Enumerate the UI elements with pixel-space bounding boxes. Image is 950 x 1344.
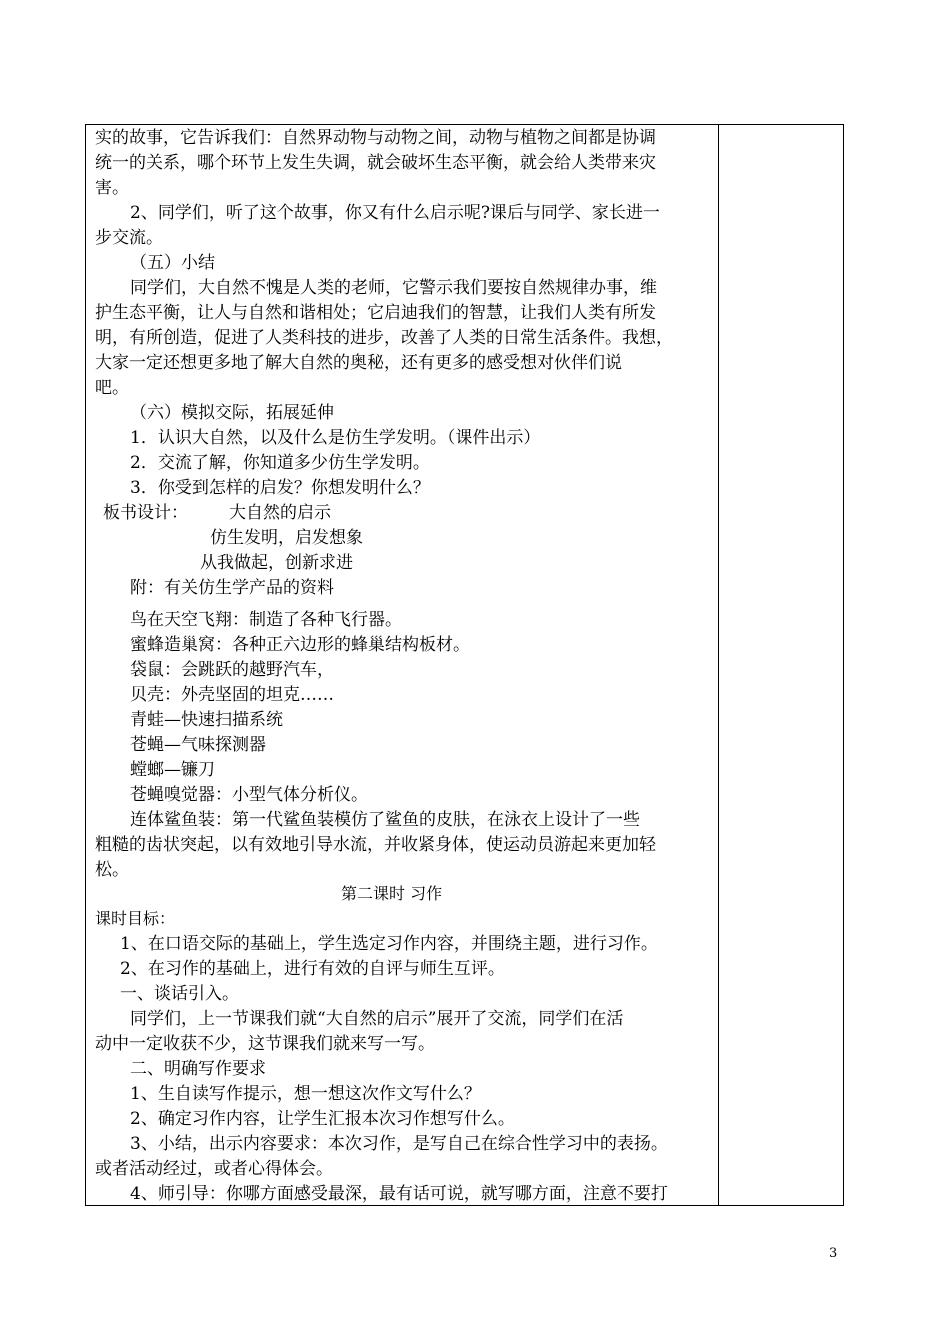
text-line: 大家一定还想更多地了解大自然的奥秘，还有更多的感受想对伙伴们说 <box>95 353 622 373</box>
board-design-label: 板书设计： <box>103 503 188 523</box>
board-design-line: 仿生发明，启发想象 <box>210 528 363 548</box>
text-line: 吧。 <box>95 378 129 398</box>
text-line: 粗糙的齿状突起，以有效地引导水流，并收紧身体，使运动员游起来更加轻 <box>95 835 656 855</box>
text-line: 连体鲨鱼装：第一代鲨鱼装模仿了鲨鱼的皮肤，在泳衣上设计了一些 <box>130 810 640 830</box>
text-line: 鸟在天空飞翔：制造了各种飞行器。 <box>130 610 402 630</box>
text-line: 同学们，上一节课我们就“大自然的启示”展开了交流，同学们在活 <box>130 1009 624 1029</box>
text-line: 或者活动经过，或者心得体会。 <box>95 1159 333 1179</box>
text-line: 明，有所创造，促进了人类科技的进步，改善了人类的日常生活条件。我想， <box>95 328 673 348</box>
text-line: 4、师引导：你哪方面感受最深，最有话可说，就写哪方面，注意不要打 <box>130 1184 668 1204</box>
text-line: 蜜蜂造巢窝：各种正六边形的蜂巢结构板材。 <box>130 635 470 655</box>
text-line: 1、生自读写作提示，想一想这次作文写什么？ <box>130 1084 481 1104</box>
text-line: 2、同学们，听了这个故事，你又有什么启示呢?课后与同学、家长进一 <box>130 203 660 223</box>
text-line: 3．你受到怎样的启发？你想发明什么？ <box>130 478 430 498</box>
text-line: 实的故事，它告诉我们：自然界动物与动物之间，动物与植物之间都是协调 <box>95 128 656 148</box>
text-line: 3、小结，出示内容要求：本次习作，是写自己在综合性学习中的表扬。 <box>130 1134 668 1154</box>
text-line: 袋鼠：会跳跃的越野汽车， <box>130 660 334 680</box>
text-line: 统一的关系，哪个环节上发生失调，就会破坏生态平衡，就会给人类带来灾 <box>95 153 656 173</box>
text-line: 2、在习作的基础上，进行有效的自评与师生互评。 <box>120 959 505 979</box>
section-heading: 一、谈话引入。 <box>120 984 239 1004</box>
text-line: 苍蝇嗅觉器：小型气体分析仪。 <box>130 785 368 805</box>
column-divider <box>718 125 719 1205</box>
text-line: 1．认识大自然，以及什么是仿生学发明。（课件出示） <box>130 428 541 448</box>
text-line: 2．交流了解，你知道多少仿生学发明。 <box>130 453 430 473</box>
text-line: 动中一定收获不少，这节课我们就来写一写。 <box>95 1034 435 1054</box>
text-line: 青蛙—快速扫描系统 <box>130 710 283 730</box>
text-line: 螳螂—镰刀 <box>130 760 215 780</box>
board-design-line: 从我做起，创新求进 <box>200 553 353 573</box>
text-line: 同学们，大自然不愧是人类的老师，它警示我们要按自然规律办事，维 <box>130 278 657 298</box>
lesson-heading: 第二课时 习作 <box>341 884 443 903</box>
section-heading: 二、明确写作要求 <box>130 1059 266 1079</box>
text-line: 2、确定习作内容，让学生汇报本次习作想写什么。 <box>130 1109 515 1129</box>
section-heading: （六）模拟交际，拓展延伸 <box>130 403 334 423</box>
text-line: 松。 <box>95 860 129 880</box>
text-line: 课时目标： <box>95 909 176 928</box>
text-line: 贝壳：外壳坚固的坦克…… <box>130 685 334 705</box>
text-line: 步交流。 <box>95 228 163 248</box>
board-design-title: 大自然的启示 <box>229 503 331 523</box>
text-line: 护生态平衡，让人与自然和谐相处；它启迪我们的智慧，让我们人类有所发 <box>95 303 656 323</box>
text-line: 苍蝇—气味探测器 <box>130 735 266 755</box>
section-heading: （五）小结 <box>130 253 215 273</box>
page-number: 3 <box>829 1246 838 1261</box>
text-line: 附：有关仿生学产品的资料 <box>130 578 334 598</box>
text-line: 1、在口语交际的基础上，学生选定习作内容，并围绕主题，进行习作。 <box>120 934 658 954</box>
text-line: 害。 <box>95 178 129 198</box>
